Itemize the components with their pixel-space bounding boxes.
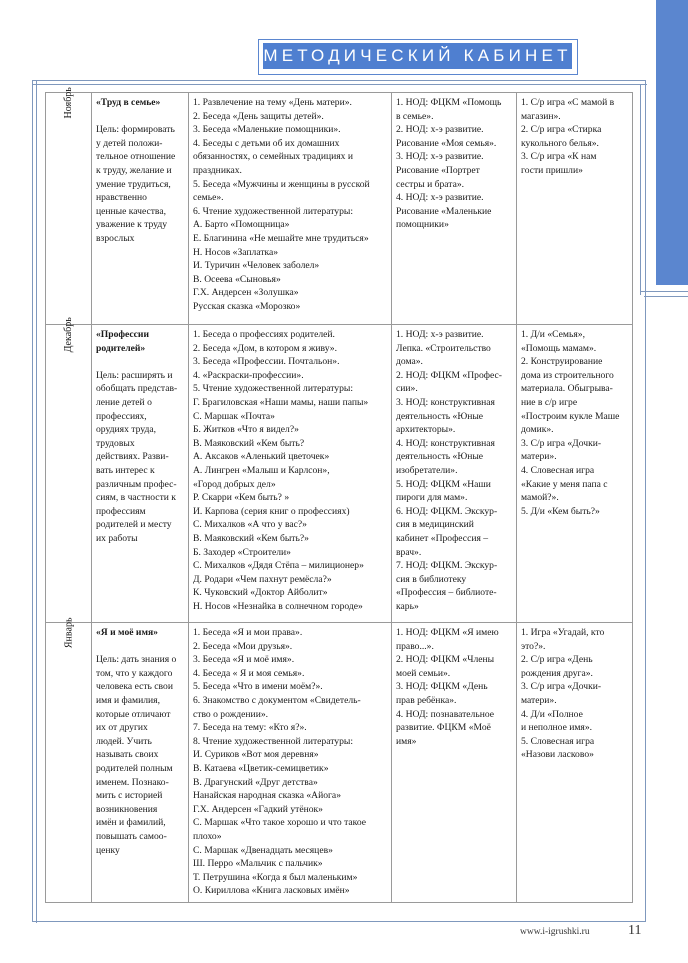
activity-line: 5. НОД: ФЦКМ «Наши: [396, 478, 491, 490]
activity-line: К. Чуковский «Доктор Айболит»: [193, 587, 328, 599]
activity-line: 3. Беседа «Маленькие помощники».: [193, 124, 341, 136]
activity-line: помощники»: [396, 219, 449, 231]
activity-line: Рисование «Портрет: [396, 164, 480, 176]
activity-line: 1. Развлечение на тему «День матери».: [193, 97, 352, 108]
goal-line: повышать самоо-: [96, 830, 167, 842]
activity-line: 2. Беседа «День защиты детей».: [193, 110, 324, 122]
goal-line: Цель: формировать: [96, 124, 175, 136]
goal-line: к труду, желание и: [96, 164, 172, 176]
activity-line: ние в с/р игре: [521, 396, 578, 408]
month-label: Январь: [63, 617, 75, 649]
activity-line: 5. Чтение художественной литературы:: [193, 383, 353, 395]
activity-line: деятельность «Юные: [396, 410, 484, 422]
activity-line: матери».: [521, 694, 557, 706]
goal-line: ление детей о: [96, 396, 152, 408]
topic-goal: [96, 369, 185, 546]
month-label: Декабрь: [63, 317, 75, 353]
col2-cell: [189, 325, 392, 623]
goal-line: ценные качества,: [96, 205, 166, 217]
activity-line: 1. НОД: х-э развитие.: [396, 329, 484, 340]
goal-line: мить с историей: [96, 790, 163, 802]
activity-line: рождения друга».: [521, 667, 593, 679]
goal-line: обобщать представ-: [96, 383, 178, 395]
footer-url: www.i-igrushki.ru: [520, 927, 590, 937]
goal-line: действиях. Разви-: [96, 451, 169, 463]
goal-line: Цель: дать знания о: [96, 654, 177, 666]
activity-line: магазин».: [521, 110, 561, 122]
activity-line: 5. Д/и «Кем быть?»: [521, 505, 600, 517]
activity-line: Нанайская народная сказка «Айога»: [193, 790, 341, 802]
activity-line: дома из строительного: [521, 369, 614, 381]
activity-line: 4. «Раскраски-профессии».: [193, 369, 304, 381]
activity-line: Г.Х. Андерсен «Золушка»: [193, 287, 299, 299]
activity-line: «Профессия – библиоте-: [396, 587, 497, 599]
frame-top-line: [32, 84, 647, 85]
goal-line: называть своих: [96, 749, 159, 761]
activity-line: Р. Скарри «Кем быть? »: [193, 492, 290, 504]
activity-line: 1. Д/и «Семья»,: [521, 329, 585, 340]
activity-line: С. Михалков «Дядя Стёпа – милиционер»: [193, 560, 364, 572]
activity-line: Лепка. «Строительство: [396, 342, 491, 354]
activity-line: И. Туричин «Человек заболел»: [193, 260, 320, 272]
activity-line: Б. Житков «Что я видел?»: [193, 424, 299, 436]
goal-line: профессиях,: [96, 410, 147, 422]
activity-line: 2. Беседа «Мои друзья».: [193, 640, 293, 652]
activity-line: врач».: [396, 546, 422, 558]
col4-cell: [517, 93, 633, 325]
activity-line: моей семьи».: [396, 667, 451, 679]
goal-line: сиям, в частности к: [96, 492, 176, 504]
activity-line: гости пришли»: [521, 164, 583, 176]
activity-line: Рисование «Моя семья».: [396, 137, 497, 149]
activity-line: 4. Беседа « Я и моя семья».: [193, 667, 305, 679]
activity-line: С. Михалков «А что у вас?»: [193, 519, 307, 531]
activity-line: мамой?».: [521, 492, 559, 504]
activity-line: 3. С/р игра «Дочки-: [521, 437, 602, 449]
activity-line: 1. Игра «Угадай, кто: [521, 627, 605, 638]
plan-table-body: [46, 87, 633, 903]
goal-line: уважение к труду: [96, 219, 168, 231]
activity-line: О. Кириллова «Книга ласковых имён»: [193, 885, 350, 897]
activity-line: С. Маршак «Почта»: [193, 410, 275, 422]
goal-line: нравственно: [96, 192, 147, 204]
activity-line: В. Осеева «Сыновья»: [193, 273, 281, 285]
activity-line: Г. Брагиловская «Наши мамы, наши папы»: [193, 396, 369, 408]
activity-line: 4. НОД: конструктивная: [396, 437, 495, 449]
activity-line: 1. Беседа «Я и мои права».: [193, 627, 303, 638]
activity-line: Ш. Перро «Мальчик с пальчик»: [193, 858, 323, 870]
activity-line: 2. НОД: х-э развитие.: [396, 124, 484, 136]
activity-line: кабинет «Профессия –: [396, 532, 489, 544]
activity-line: архитекторы».: [396, 424, 456, 436]
activity-line: 3. НОД: х-э развитие.: [396, 151, 484, 163]
col3-cell: [392, 623, 517, 903]
goal-line: родителей и месту: [96, 519, 172, 531]
activity-line: сия в медицинский: [396, 519, 474, 531]
activity-line: 5. Беседа «Мужчины и женщины в русской: [193, 178, 370, 190]
activity-line: 4. Д/и «Полное: [521, 708, 583, 720]
goal-line: том, что у каждого: [96, 667, 173, 679]
activity-line: А. Аксаков «Аленький цветочек»: [193, 451, 330, 463]
topic-title: «Я и моё имя»: [96, 627, 158, 638]
table-row: [46, 93, 633, 325]
month-cell: [46, 617, 92, 903]
goal-line: родителей полным: [96, 762, 173, 774]
activity-line: 3. С/р игра «К нам: [521, 151, 597, 163]
activity-line: материала. Обыгрыва-: [521, 383, 613, 395]
goal-line: имён и фамилий,: [96, 817, 166, 829]
activity-line: Н. Носов «Заплатка»: [193, 246, 279, 258]
activity-line: 2. Конструирование: [521, 356, 603, 368]
goal-line: возникновения: [96, 803, 158, 815]
goal-line: Цель: расширять и: [96, 369, 173, 381]
frame-right-line-2: [644, 296, 688, 297]
activity-line: прав ребёнка».: [396, 694, 457, 706]
activity-line: матери».: [521, 451, 557, 463]
activity-line: «Помощь мамам».: [521, 342, 597, 354]
activity-line: сестры и брата».: [396, 178, 465, 190]
goal-line: взрослых: [96, 232, 135, 244]
activity-line: и неполное имя».: [521, 722, 593, 734]
activity-line: сии».: [396, 383, 418, 395]
activity-line: в семье».: [396, 110, 434, 122]
activity-line: 6. Чтение художественной литературы:: [193, 205, 353, 217]
goal-line: их работы: [96, 532, 138, 544]
goal-line: трудовых: [96, 437, 135, 449]
goal-line: ценку: [96, 844, 120, 856]
activity-line: Рисование «Маленькие: [396, 205, 492, 217]
activity-line: А. Барто «Помощница»: [193, 219, 290, 231]
activity-line: «Назови ласково»: [521, 749, 594, 761]
topic-goal: [96, 123, 185, 245]
activity-line: семье».: [193, 192, 224, 204]
col2-cell: [189, 623, 392, 903]
goal-line: у детей положи-: [96, 137, 163, 149]
topic-cell: [92, 623, 189, 903]
activity-line: С. Маршак «Двенадцать месяцев»: [193, 844, 333, 856]
col4-cell: [517, 623, 633, 903]
activity-line: 3. С/р игра «Дочки-: [521, 681, 602, 693]
frame-right-line-1: [640, 291, 688, 292]
activity-line: 2. НОД: ФЦКМ «Профес-: [396, 369, 502, 381]
activity-line: 2. С/р игра «Стирка: [521, 124, 602, 136]
activity-line: изобретатели».: [396, 464, 458, 476]
side-accent-bar: [656, 0, 688, 285]
goal-line: вать интерес к: [96, 464, 155, 476]
activity-line: «Построим кукле Маше: [521, 410, 620, 422]
activity-line: С. Маршак «Что такое хорошо и что такое: [193, 817, 367, 829]
activity-line: пироги для мам».: [396, 492, 468, 504]
activity-line: 1. НОД: ФЦКМ «Помощь: [396, 97, 502, 108]
activity-line: И. Суриков «Вот моя деревня»: [193, 749, 319, 761]
frame-right-vline: [640, 85, 641, 295]
page-header-title: МЕТОДИЧЕСКИЙ КАБИНЕТ: [263, 43, 572, 69]
goal-line: человека есть свои: [96, 681, 173, 693]
activity-line: имя»: [396, 735, 417, 747]
col4-cell: [517, 325, 633, 623]
activity-line: 4. НОД: познавательное: [396, 708, 495, 720]
topic-cell: [92, 325, 189, 623]
activity-line: 3. НОД: конструктивная: [396, 396, 495, 408]
goal-line: профессиям: [96, 505, 146, 517]
topic-goal: [96, 653, 185, 857]
goal-line: различным профес-: [96, 478, 177, 490]
topic-title: «Профессии родителей»: [96, 329, 149, 354]
activity-line: праздниках.: [193, 164, 242, 176]
activity-line: 4. Словесная игра: [521, 464, 595, 476]
goal-line: людей. Учить: [96, 735, 152, 747]
activity-line: 3. Беседа «Профессии. Почтальон».: [193, 356, 340, 368]
activity-line: 6. Знакомство с документом «Свидетель-: [193, 694, 361, 706]
activity-line: В. Маяковский «Кем быть?: [193, 437, 305, 449]
activity-line: 1. С/р игра «С мамой в: [521, 97, 615, 108]
activity-line: ство о рождении».: [193, 708, 269, 720]
activity-line: 2. Беседа «Дом, в котором я живу».: [193, 342, 337, 354]
month-cell: [46, 317, 92, 623]
activity-line: «Какие у меня папа с: [521, 478, 608, 490]
activity-line: Н. Носов «Незнайка в солнечном городе»: [193, 600, 363, 612]
table-row: [46, 325, 633, 623]
goal-line: тельное отношение: [96, 151, 176, 163]
activity-line: В. Драгунский «Друг детства»: [193, 776, 318, 788]
activity-line: право...».: [396, 640, 434, 652]
activity-line: развитие. ФЦКМ «Моё: [396, 722, 491, 734]
activity-line: кукольного белья».: [521, 137, 599, 149]
activity-line: 3. Беседа «Я и моё имя».: [193, 654, 295, 666]
goal-line: умение трудиться,: [96, 178, 171, 190]
activity-line: Д. Родари «Чем пахнут ремёсла?»: [193, 573, 332, 585]
month-label: Ноябрь: [63, 87, 75, 119]
col2-cell: [189, 93, 392, 325]
topic-cell: [92, 93, 189, 325]
col3-cell: [392, 325, 517, 623]
activity-line: дома».: [396, 356, 423, 368]
col3-cell: [392, 93, 517, 325]
activity-line: 4. Беседы с детьми об их домашних: [193, 137, 340, 149]
activity-line: 3. НОД: ФЦКМ «День: [396, 681, 488, 693]
activity-line: 8. Чтение художественной литературы:: [193, 735, 353, 747]
activity-line: деятельность «Юные: [396, 451, 484, 463]
activity-line: 5. Словесная игра: [521, 735, 595, 747]
activity-line: это?».: [521, 640, 546, 652]
activity-line: «Город добрых дел»: [193, 478, 276, 490]
activity-line: 7. НОД: ФЦКМ. Экскур-: [396, 560, 498, 572]
plan-table: [45, 87, 633, 903]
page-number: 11: [628, 923, 642, 938]
activity-line: 6. НОД: ФЦКМ. Экскур-: [396, 505, 498, 517]
activity-line: сия в библиотеку: [396, 573, 467, 585]
month-cell: [46, 87, 92, 325]
activity-line: А. Лингрен «Малыш и Карлсон»,: [193, 464, 330, 476]
activity-line: 1. Беседа о профессиях родителей.: [193, 329, 335, 340]
activity-line: В. Катаева «Цветик-семицветик»: [193, 762, 329, 774]
activity-line: 2. С/р игра «День: [521, 654, 593, 666]
activity-line: плохо»: [193, 830, 222, 842]
activity-line: Русская сказка «Морозко»: [193, 300, 301, 312]
goal-line: их от других: [96, 722, 148, 734]
activity-line: обязанностях, о семейных традициях и: [193, 151, 353, 163]
activity-line: 5. Беседа «Что в имени моём?».: [193, 681, 323, 693]
activity-line: домик».: [521, 424, 554, 436]
activity-line: 4. НОД: х-э развитие.: [396, 192, 484, 204]
activity-line: карь»: [396, 600, 419, 612]
activity-line: 1. НОД: ФЦКМ «Я имею: [396, 627, 499, 638]
goal-line: имя и фамилия,: [96, 694, 160, 706]
activity-line: В. Маяковский «Кем быть?»: [193, 532, 309, 544]
activity-line: 7. Беседа на тему: «Кто я?».: [193, 722, 307, 734]
table-row: [46, 623, 633, 903]
goal-line: которые отличают: [96, 708, 171, 720]
activity-line: Т. Петрушина «Когда я был маленьким»: [193, 871, 358, 883]
activity-line: Г.Х. Андерсен «Гадкий утёнок»: [193, 803, 323, 815]
activity-line: Б. Заходер «Строители»: [193, 546, 291, 558]
goal-line: именем. Познако-: [96, 776, 169, 788]
frame-left-line: [36, 80, 37, 923]
activity-line: Е. Благинина «Не мешайте мне трудиться»: [193, 232, 369, 244]
activity-line: 2. НОД: ФЦКМ «Члены: [396, 654, 495, 666]
topic-title: «Труд в семье»: [96, 97, 161, 108]
goal-line: орудиях труда,: [96, 424, 156, 436]
activity-line: И. Карпова (серия книг о профессиях): [193, 505, 350, 517]
